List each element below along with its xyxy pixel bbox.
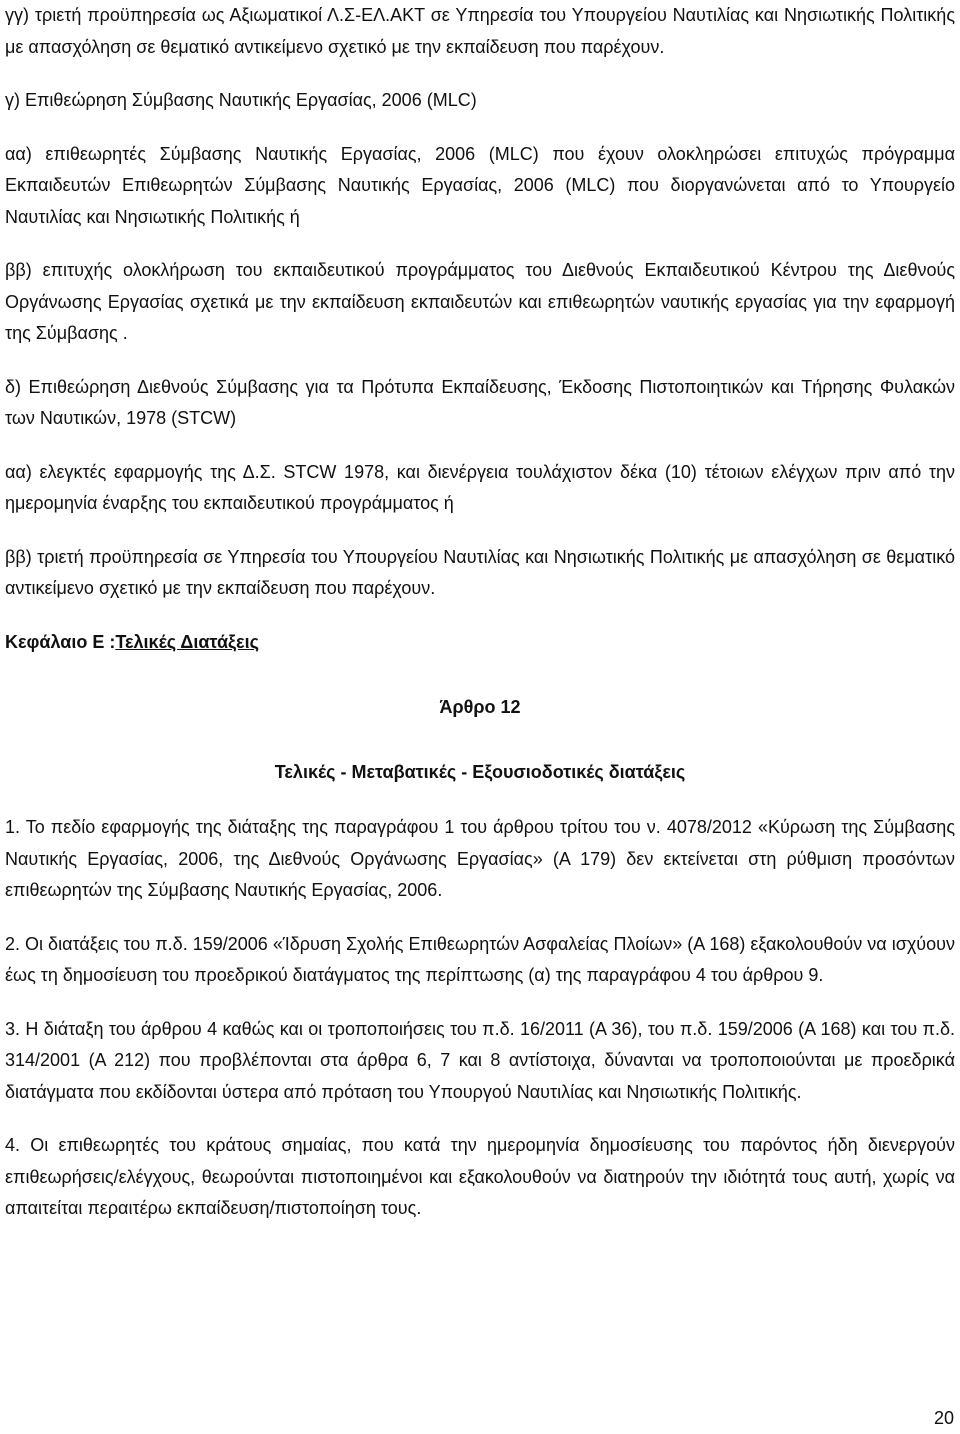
item-3: 3. Η διάταξη του άρθρου 4 καθώς και οι τροποποιήσεις του π.δ. 16/2011 (Α 36), του π.δ. 159/2006 (Α 168) και του π.δ. 314/2001 (Α 212) που προβλέπονται στα άρθρα 6, 7 και 8 αντίστοιχα, δύνανται να τροποποιούνται με προεδρικά διατάγματα που εκδίδονται ύστερα από πρόταση του Υπουργού Ναυτιλίας και Νησιωτικής Πολιτικής. [5,1018,955,1102]
item-4: 4. Οι επιθεωρητές του κράτους σημαίας, που κατά την ημερομηνία δημοσίευσης του παρόντος ήδη διενεργούν επιθεωρήσεις/ελέγχους, θεωρούνται πιστοποιημένοι και εξακολουθούν να διατηρούν την ιδιότητά τους αυτή, χωρίς να απαιτείται περαιτέρω εκπαίδευση/πιστοποίηση τους. [5,1135,955,1218]
article-number: Άρθρο 12 [439,697,521,717]
chapter-prefix: Κεφάλαιο Ε : [5,631,116,652]
page-number: 20 [933,1408,954,1428]
article-title: Τελικές - Μεταβατικές - Εξουσιοδοτικές διατάξεις [274,761,686,782]
paragraph-aa-mlc: αα) επιθεωρητές Σύμβασης Ναυτικής Εργασίας, 2006 (MLC) που έχουν ολοκληρώσει επιτυχώς πρόγραμμα Εκπαιδευτών Επιθεωρητών Σύμβασης Ναυτικής Εργασίας, 2006 (MLC) που διοργανώνεται από το Υπουργείο Ναυτιλίας και Νησιωτικής Πολιτικής ή [5,143,955,227]
section-d-stcw-heading: δ) Επιθεώρηση Διεθνούς Σύμβασης για τα Πρότυπα Εκπαίδευσης, Έκδοσης Πιστοποιητικών και Τήρησης Φυλακών των Ναυτικών, 1978 (STCW) [5,376,955,428]
chapter-title: Τελικές Διατάξεις [115,631,259,652]
paragraph-bb-mlc: ββ) επιτυχής ολοκλήρωση του εκπαιδευτικού προγράμματος του Διεθνούς Εκπαιδευτικού Κέντρου της Διεθνούς Οργάνωσης Εργασίας σχετικά με την εκπαίδευση εκπαιδευτών και επιθεωρητών ναυτικής εργασίας για την εφαρμογή της Σύμβασης . [5,260,955,343]
item-2: 2. Οι διατάξεις του π.δ. 159/2006 «Ίδρυση Σχολής Επιθεωρητών Ασφαλείας Πλοίων» (Α 168) εξακολουθούν να ισχύουν έως τη δημοσίευση του προεδρικού διατάγματος της περίπτωσης (α) της παραγράφου 4 του άρθρου 9. [5,933,955,985]
paragraph-aa-stcw: αα) ελεγκτές εφαρμογής της Δ.Σ. STCW 1978, και διενέργεια τουλάχιστον δέκα (10) τέτοιων ελέγχων πριν από την ημερομηνία έναρξης του εκπαιδευτικού προγράμματος ή [5,461,955,513]
paragraph-gg: γγ) τριετή προϋπηρεσία ως Αξιωματικοί Λ.Σ-ΕΛ.ΑΚΤ σε Υπηρεσία του Υπουργείου Ναυτιλίας και Νησιωτικής Πολιτικής με απασχόληση σε θεματικό αντικείμενο σχετικό με την εκπαίδευση που παρέχουν. [5,5,955,57]
section-g-mlc-heading: γ) Επιθεώρηση Σύμβασης Ναυτικής Εργασίας, 2006 (MLC) [5,90,477,110]
chapter-heading [5,627,955,659]
item-1: 1. Το πεδίο εφαρμογής της διάταξης της παραγράφου 1 του άρθρου τρίτου του ν. 4078/2012 «Κύρωση της Σύμβασης Ναυτικής Εργασίας, 2006, της Διεθνούς Οργάνωσης Εργασίας» (Α 179) δεν εκτείνεται στη ρύθμιση προσόντων επιθεωρητών της Σύμβασης Ναυτικής Εργασίας, 2006. [5,817,955,900]
paragraph-bb-stcw: ββ) τριετή προϋπηρεσία σε Υπηρεσία του Υπουργείου Ναυτιλίας και Νησιωτικής Πολιτικής με απασχόληση σε θεματικό αντικείμενο σχετικό με την εκπαίδευση που παρέχουν. [5,546,955,598]
